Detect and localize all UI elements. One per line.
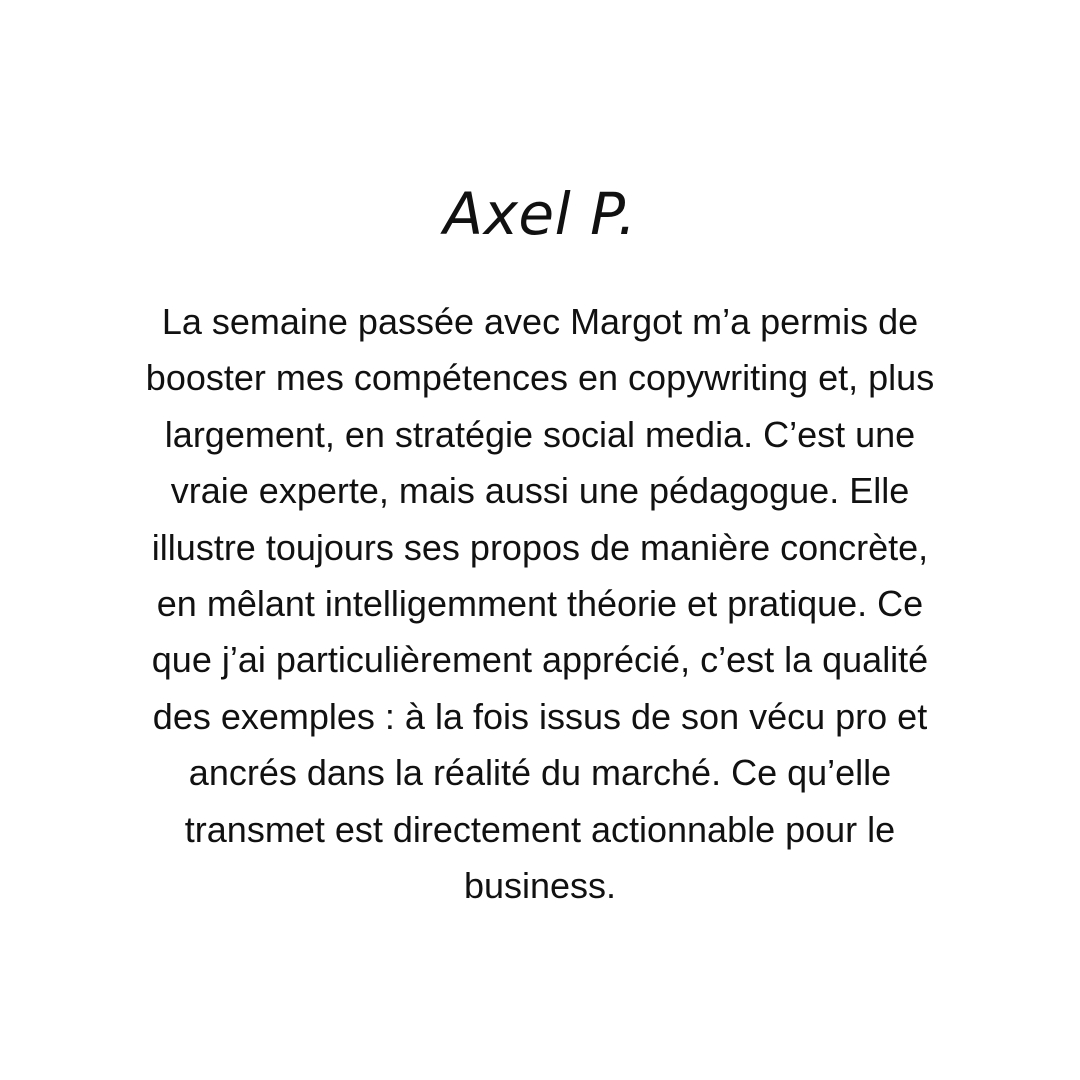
quote-line: en mêlant intelligemment théorie et pratique. Ce xyxy=(156,583,924,625)
testimonial-quote xyxy=(80,294,1000,914)
author-name: Axel P. xyxy=(443,180,637,248)
quote-line: que j’ai particulièrement apprécié, c’est la qualité xyxy=(151,639,929,681)
quote-line: business. xyxy=(463,865,617,907)
quote-line: ancrés dans la réalité du marché. Ce qu’elle xyxy=(188,752,892,794)
quote-line: des exemples : à la fois issus de son vécu pro et xyxy=(152,695,928,737)
quote-line: La semaine passée avec Margot m’a permis de xyxy=(161,301,919,342)
quote-line: illustre toujours ses propos de manière concrète, xyxy=(151,526,929,568)
quote-line: booster mes compétences en copywriting et, plus xyxy=(145,357,935,399)
quote-line: transmet est directement actionnable pour le xyxy=(184,808,896,850)
quote-line: vraie experte, mais aussi une pédagogue. Elle xyxy=(170,470,910,512)
quote-line: largement, en stratégie social media. C’est une xyxy=(164,413,916,455)
